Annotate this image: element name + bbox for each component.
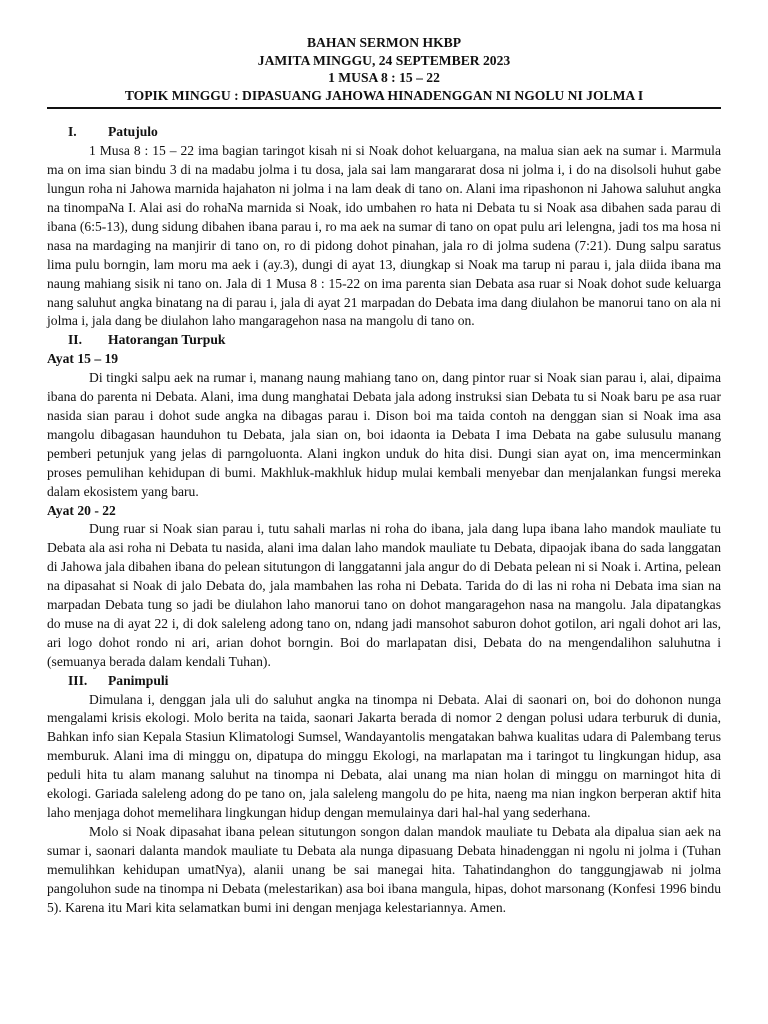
paragraph: Dimulana i, denggan jala uli do saluhut angka na tinompa ni Debata. Alai di saonari on, boi do dohonon nunga mengalami krisis ekologi. Molo berita na taida, saonari Jakarta berada di nomor 2 dengan polusi udara terburuk di dunia, Bahkan info sian Kepala Stasiun Klimatologi Sumsel, Wandayantolis mengatakan bahwa kualitas udara di Palembang terus memburuk. Alani ima di minggu on, dipatupa do minggu Ekologi, na marlapatan ma i taringot tu lingkungan hidup, asa peduli hita tu alam manang saluhut na tinompa ni Debata, alai unang ma nian holan di minggu on marningot hita di ekologi. Gariada saleleng adong do pe tano on, jala saleleng mangolu do pe hita, naeng ma nian ingkon berperan aktif hita laho menjaga dohot memelihara lingkungan hidup dengan memulainya dari hal-hal yang sederhana.	[47, 691, 721, 820]
section-title: Hatorangan Turpuk	[108, 332, 226, 348]
section-title: Patujulo	[108, 124, 158, 140]
header-title: BAHAN SERMON HKBP	[306, 35, 462, 50]
section-heading-hatorangan-turpuk	[47, 331, 721, 350]
section-number: I.	[68, 124, 77, 140]
section-title: Panimpuli	[108, 672, 169, 688]
header-divider	[47, 107, 721, 109]
header-topic: TOPIK MINGGU : DIPASUANG JAHOWA HINADENGGAN NI NGOLU NI JOLMA I	[124, 87, 644, 103]
section-heading-panimpuli	[47, 672, 721, 691]
verse-heading: Ayat 20 - 22	[47, 502, 116, 518]
section-number: III.	[68, 672, 88, 688]
section-number: II.	[68, 332, 82, 348]
header-date: JAMITA MINGGU, 24 SEPTEMBER 2023	[257, 52, 511, 68]
paragraph: 1 Musa 8 : 15 – 22 ima bagian taringot kisah ni si Noak dohot keluargana, na malua sian aek na sumar i. Marmula ma on ima sian bindu 3 di na madabu jolma i tu dosa, jala sai lam mangararat dosa ni jolma i, i do na disolsoli huhut gabe lungun roha ni Jahowa marnida hajahaton ni jolma i na lam deak di tano on. Alani ima ripashonon ni Jahowa saluhut angka na tinompaNa I. Alai asi do rohaNa marnida si Noak, ido umbahen ro hata ni Debata tu si Noak asa dibahen sada parau di ibana (6:5-13), dung sidung dibahen ibana parau i, ro ma aek na sumar di tano on opat pulu ari lelengna, jadi tos ma hosa ni nasa na mardaging na manjirir di tano on, ro di pidong dohot pinahan, jala ro di jolma sudena (7:21). Dung salpu saratus lima pulu borngin, lam moru ma aek i (ay.3), dungi di ayat 13, diungkap si Noak ma tarup ni parau i, jala diida ibana ma naung mahiang sisik ni tano on. Jala di 1 Musa 8 : 15-22 on ima parenta sian Debata asa ruar si Noak dohot sude keluarga nang saluhut angka binatang na di parau i, jala di ayat 21 marpadan do Debata ima dang diulahon be manorui tano on ala ni jolma i, jala dang be diulahon laho mangaragehon nasa na mangolu di tano on.	[47, 143, 721, 329]
paragraph: Di tingki salpu aek na rumar i, manang naung mahiang tano on, dang pintor ruar si Noak sian parau i, alai, dipaima ibana do parenta ni Debata. Alani, ima dung manghatai Debata jala adong instruksi sian Debata tu si Noak baru pe asa ruar nasida sian parau i dohot sude angka na dibagas parau i. Dison boi ma taida contoh na denggan sian si Noak ima asa mangolu dibagasan haunduhon tu Debata, jala sian on, boi idaonta ia Debata I ima Debata na gabe sulusulu manang pemberi petunjuk yang jelas di parngoluonta. Alani ingkon unduk do hita disi. Dungi sian ayat on, ima mencerminkan proses pemulihan kehidupan di bumi. Makhluk-makhluk hidup mulai kembali menyebar dan menjalankan fungsi mereka dalam ekosistem yang baru.	[47, 370, 721, 499]
section-heading-patujulo	[47, 123, 721, 142]
paragraph: Dung ruar si Noak sian parau i, tutu sahali marlas ni roha do ibana, jala dang lupa ibana laho mandok mauliate tu Debata ala asi roha ni Debata tu nasida, alani ima dalan laho mandok mauliate tu Debata, dipaojak ibana do sada langgatan di Jahowa jala dibahen ibana do pelean situtungon di langgatanni jala angur do di Debata pelean ni si Noak i. Artina, pelean na dipasahat si Noak di jalo Debata do, jala mambahen las roha ni Debata. Tarida do di las ni roha ni Debata ima sian na marpadan Debata tung so jadi be diulahon laho manorui tano on dohot mangaragehon nasa na mangolu. Jala dipatangkas do muse na di ayat 22 i, di dok saleleng adong tano on, ndang jadi mansohot saburon dohot gotilon, ari ngali dohot ari las, ari logo dohot rondo ni ari, arian dohot borngin. Boi do marlapatan disi, Debata do na mengendalihon saluhutna i (semuanya berada dalam kendali Tuhan).	[47, 521, 721, 669]
document-body	[47, 123, 721, 917]
header-scripture: 1 MUSA 8 : 15 – 22	[328, 70, 440, 86]
paragraph: Molo si Noak dipasahat ibana pelean situtungon songon dalan mandok mauliate tu Debata ala dipalua sian aek na sumar i, saonari dalanta mandok mauliate tu Debata ala nunga dipasuang Debata hinadenggan ni ngolu ni jolma i (Tuhan memulihkan kehidupan umatNya), alanii unang be sai manegai hita. Tahatindanghon do tanggungjawab ni jolma pangoluhon sude na tinompa ni Debata (melestarikan) asa boi ibana mangula, hipas, dohot marsonang (Konfesi 1996 bindu 5). Karena itu Mari kita selamatkan bumi ini dengan menjaga kelestariannya. Amen.	[47, 823, 721, 915]
verse-heading: Ayat 15 – 19	[47, 351, 119, 367]
document-header	[47, 34, 721, 104]
